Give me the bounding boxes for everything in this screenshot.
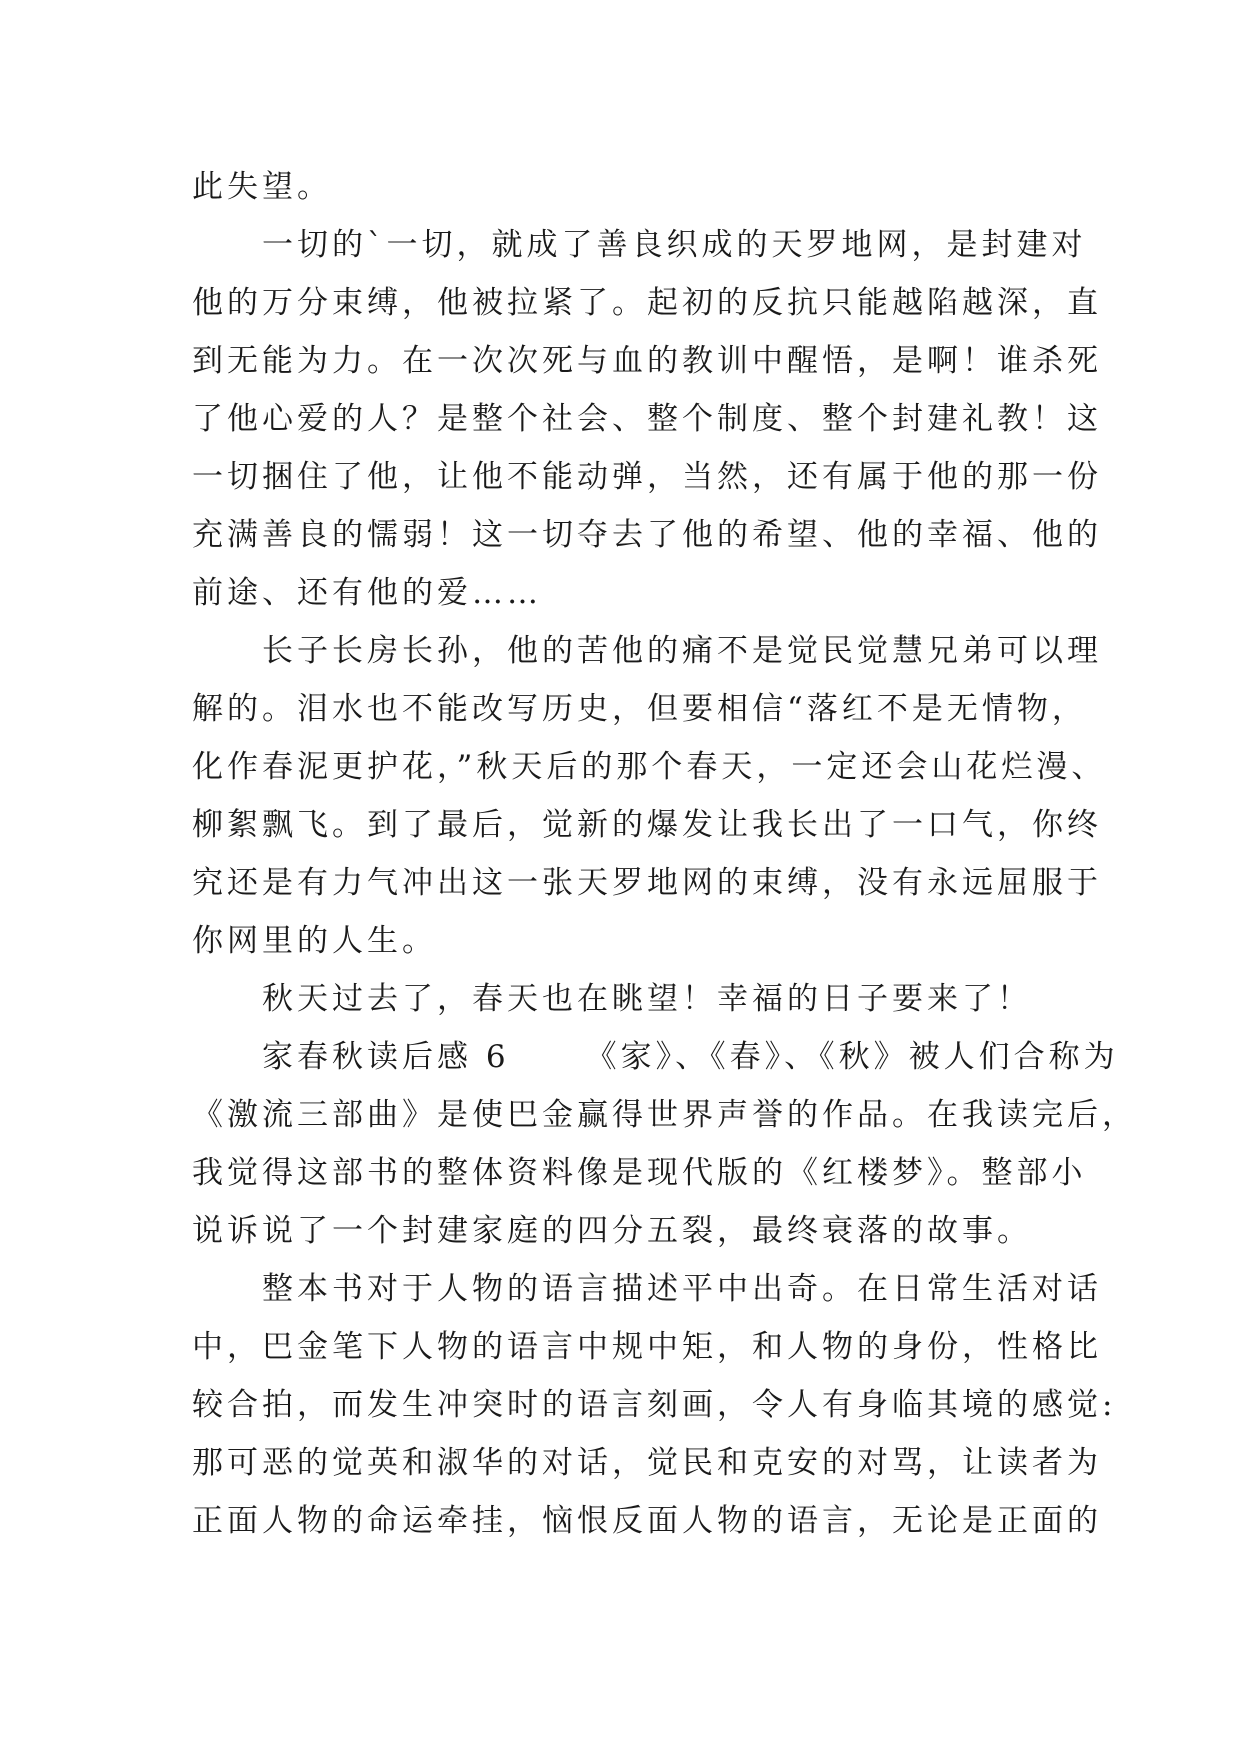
- section-heading-line: [192, 1028, 1119, 1086]
- text-line: 到无能为力。在一次次死与血的教训中醒悟，是啊！谁杀死: [192, 343, 1102, 379]
- paragraph-first-line: 一切的`一切，就成了善良织成的天罗地网，是封建对: [262, 227, 1087, 263]
- text-line: 《家》、《春》、《秋》被人们合称为: [585, 1039, 1119, 1075]
- text-line: 一切捆住了他，让他不能动弹，当然，还有属于他的那一份: [192, 459, 1102, 495]
- text-line: 充满善良的懦弱！这一切夺去了他的希望、他的幸福、他的: [192, 517, 1102, 553]
- text-line: 前途、还有他的爱……: [192, 575, 542, 611]
- body-text: [192, 158, 1137, 1550]
- text-line: 解的。泪水也不能改写历史，但要相信“落红不是无情物，: [192, 691, 1087, 727]
- text-line: 你网里的人生。: [192, 923, 437, 959]
- paragraph-first-line: 秋天过去了，春天也在眺望！幸福的日子要来了！: [262, 981, 1032, 1017]
- text-line: 《激流三部曲》是使巴金赢得世界声誉的作品。在我读完后，: [192, 1097, 1137, 1133]
- text-line: 柳絮飘飞。到了最后，觉新的爆发让我长出了一口气，你终: [192, 807, 1102, 843]
- text-line: 究还是有力气冲出这一张天罗地网的束缚，没有永远屈服于: [192, 865, 1102, 901]
- text-line: 我觉得这部书的整体资料像是现代版的《红楼梦》。整部小: [192, 1155, 1087, 1191]
- text-line: 化作春泥更护花，”秋天后的那个春天，一定还会山花烂漫、: [192, 749, 1107, 785]
- paragraph-first-line: 长子长房长孙，他的苦他的痛不是觉民觉慧兄弟可以理: [262, 633, 1102, 669]
- paragraph-first-line: 整本书对于人物的语言描述平中出奇。在日常生活对话: [262, 1271, 1102, 1307]
- text-line: 他的万分束缚，他被拉紧了。起初的反抗只能越陷越深，直: [192, 285, 1102, 321]
- text-line: 中，巴金笔下人物的语言中规中矩，和人物的身份，性格比: [192, 1329, 1102, 1365]
- text-line: 那可恶的觉英和淑华的对话，觉民和克安的对骂，让读者为: [192, 1445, 1102, 1481]
- text-line: 此失望。: [192, 169, 332, 205]
- section-heading: 家春秋读后感 6: [262, 1039, 510, 1075]
- text-line: 正面人物的命运牵挂，恼恨反面人物的语言，无论是正面的: [192, 1503, 1102, 1539]
- text-line: 较合拍，而发生冲突时的语言刻画，令人有身临其境的感觉:: [192, 1387, 1117, 1423]
- text-line: 说诉说了一个封建家庭的四分五裂，最终衰落的故事。: [192, 1213, 1032, 1249]
- text-line: 了他心爱的人？是整个社会、整个制度、整个封建礼教！这: [192, 401, 1102, 437]
